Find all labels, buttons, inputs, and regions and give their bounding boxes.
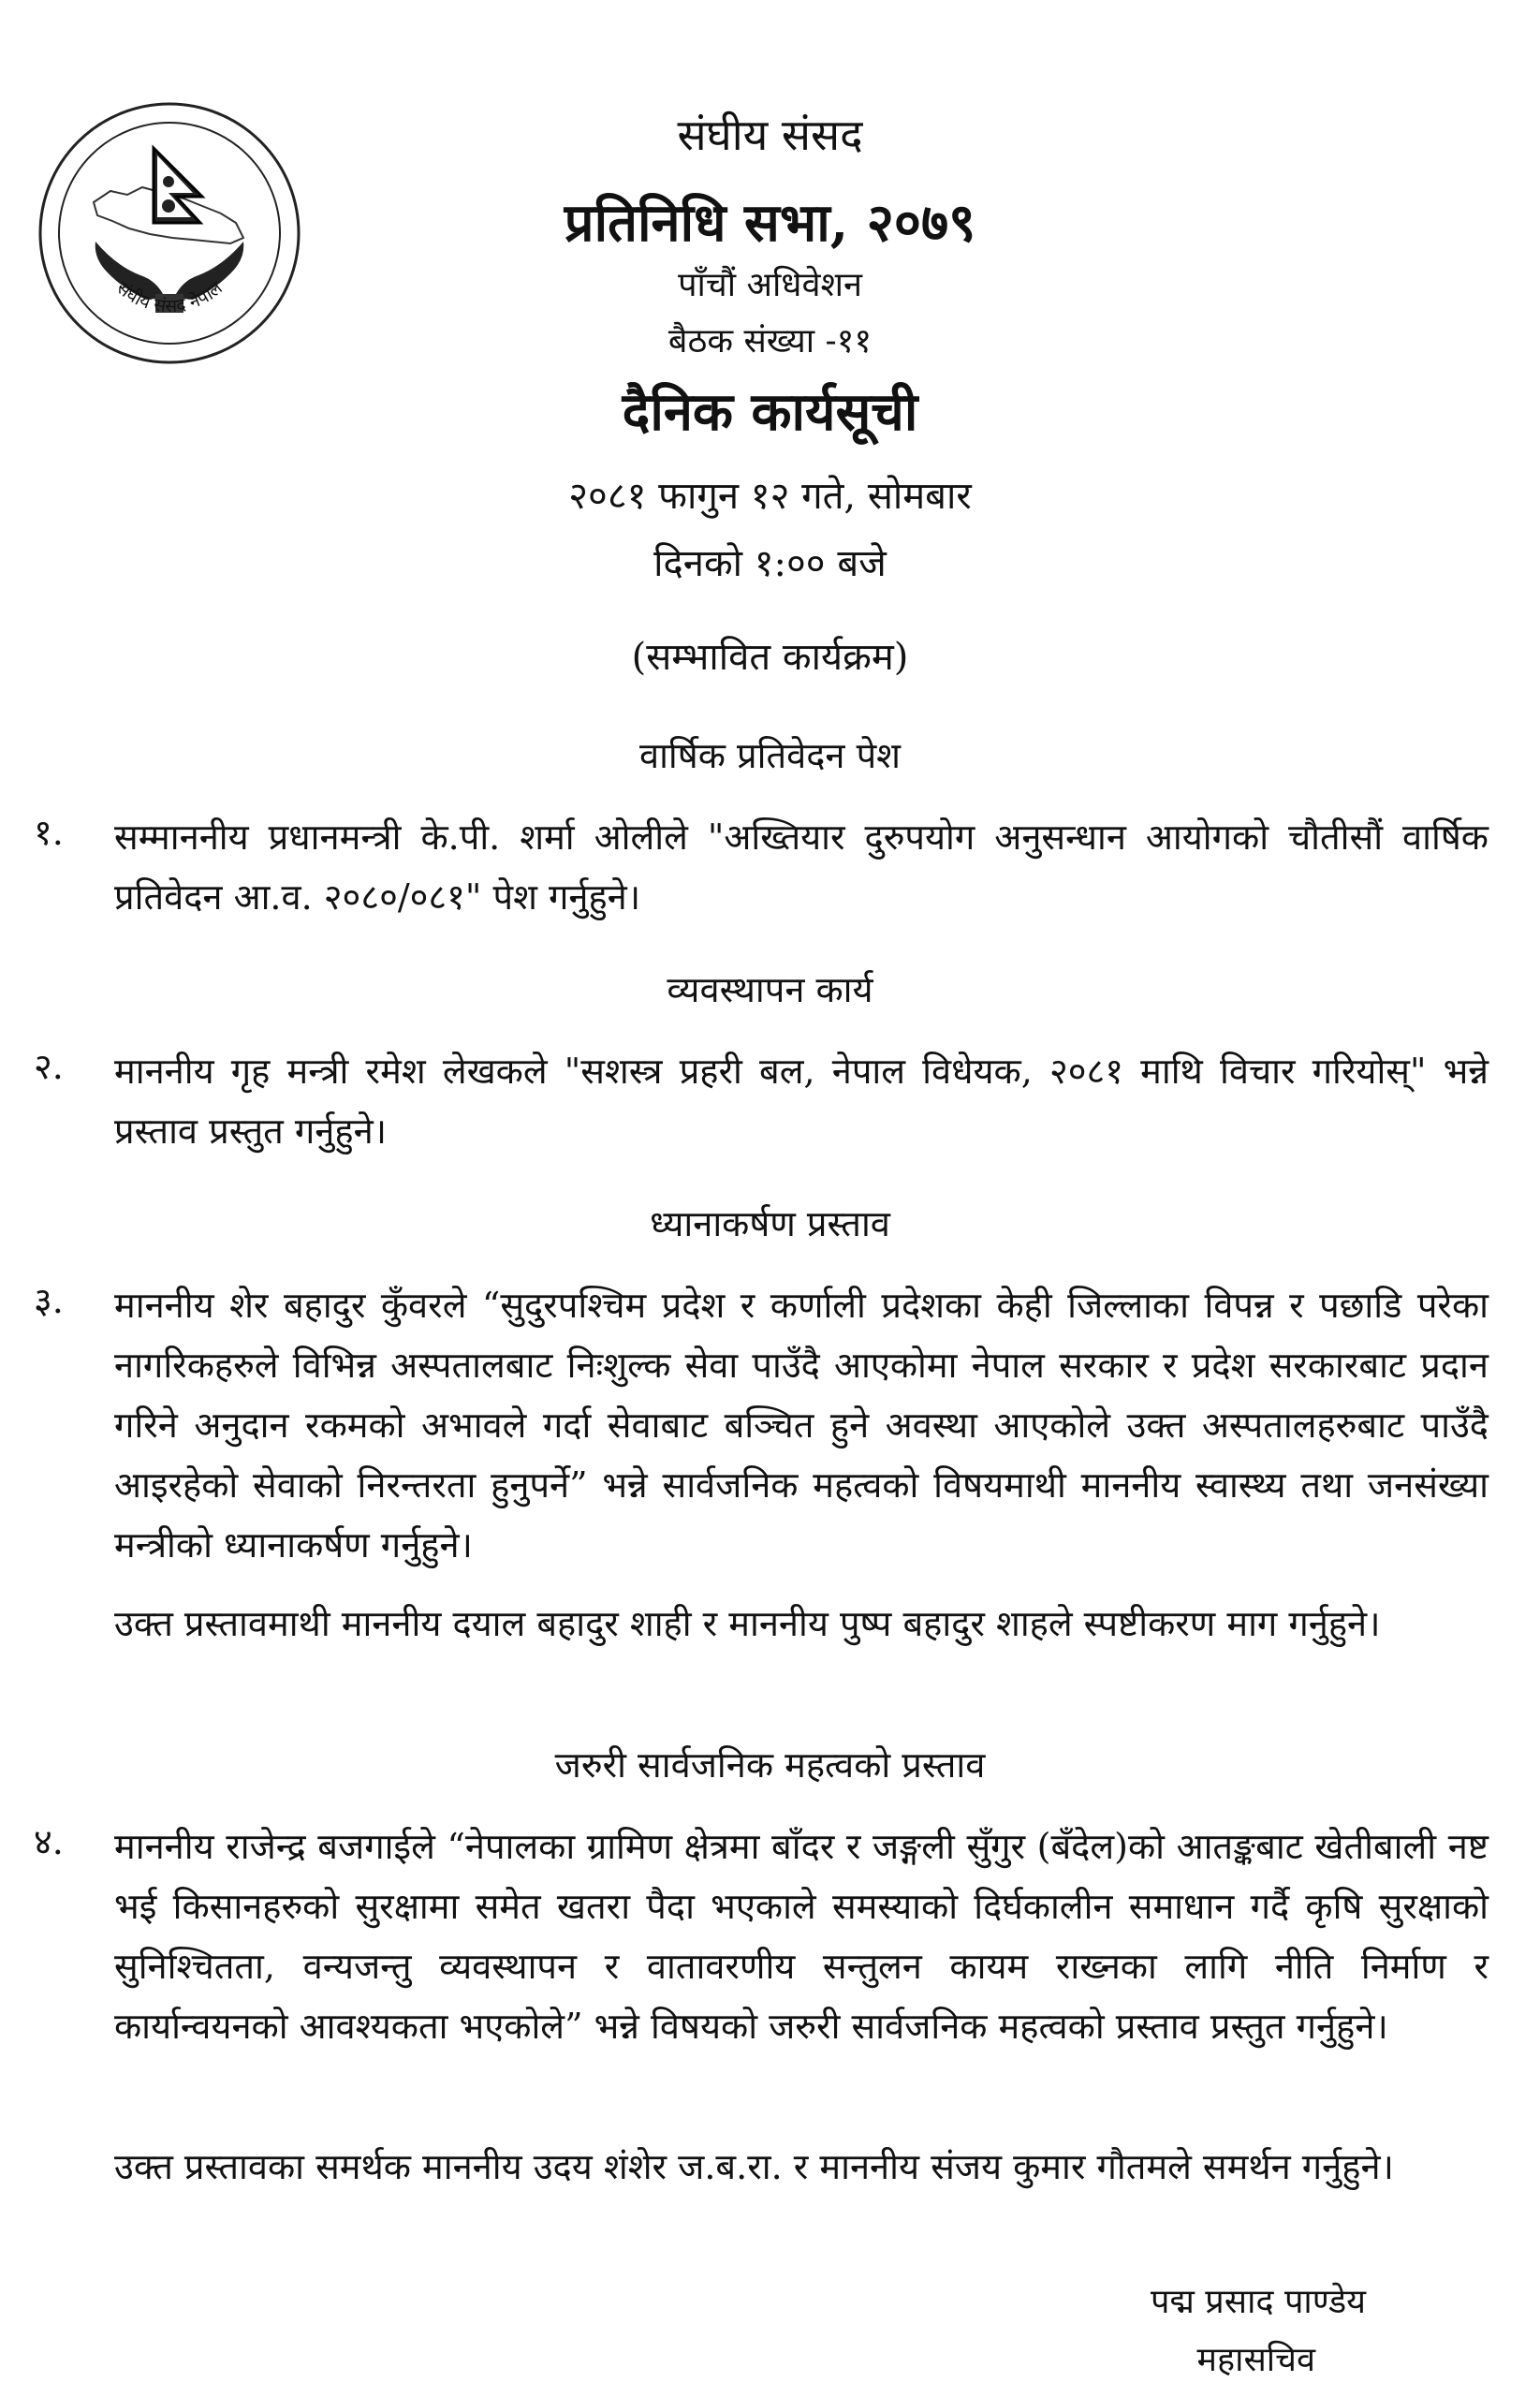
meeting-number: बैठक संख्या -११: [667, 322, 873, 360]
signatory-title: महासचिव: [1196, 2341, 1315, 2379]
agenda-item-number: २.: [34, 1046, 64, 1087]
agenda-item-number: ३.: [34, 1280, 64, 1321]
parliament-name: संघीय संसद: [677, 110, 863, 160]
signatory-name: पद्म प्रसाद पाण्डेय: [1151, 2283, 1366, 2321]
meeting-date: २०८१ फागुन १२ गते, सोमबार: [568, 475, 972, 518]
programme-label: (सम्भावित कार्यक्रम): [631, 636, 909, 679]
house-title: प्रतिनिधि सभा, २०७९: [564, 192, 976, 254]
agenda-item-text: सम्माननीय प्रधानमन्त्री के.पी. शर्मा ओलीले "अख्तियार दुरुपयोग अनुसन्धान आयोगको चौतीसौं वार्षिक प्रतिवेदन आ.व. २०८०/०८१" पेश गर्नुहुने।: [114, 816, 1489, 918]
section-heading-attention-motion: ध्यानाकर्षण प्रस्ताव: [650, 1203, 890, 1244]
agenda-item-text: माननीय शेर बहादुर कुँवरले “सुदुरपश्चिम प्रदेश र कर्णाली प्रदेशका केही जिल्लाका विपन्न र पछाडि परेका नागरिकहरुले विभिन्न अस्पतालबाट निःशुल्क सेवा पाउँदै आएकोमा नेपाल सरकार र प्रदेश सरकारबाट प्रदान गरिने अनुदान रकमको अभावले गर्दा सेवाबाट बञ्चित हुने अवस्था आएकोले उक्त अस्पतालहरुबाट पाउँदै आइरहेको सेवाको निरन्तरता हुनुपर्ने” भन्ने सार्वजनिक महत्वको विषयमाथी माननीय स्वास्थ्य तथा जनसंख्या मन्त्रीको ध्यानाकर्षण गर्नुहुने।: [114, 1285, 1489, 1566]
agenda-item-number: १.: [34, 812, 64, 853]
agenda-item-4-followup: उक्त प्रस्तावका समर्थक माननीय उदय शंशेर ज.ब.रा. र माननीय संजय कुमार गौतमले समर्थन गर्नुहुने।: [114, 2146, 1394, 2187]
meeting-time: दिनको १:०० बजे: [653, 542, 887, 585]
section-heading-annual-report: वार्षिक प्रतिवेदन पेश: [638, 735, 902, 776]
agenda-title: दैनिक कार्यसूची: [622, 381, 918, 443]
agenda-item-number: ४.: [34, 1821, 64, 1862]
agenda-item-text: माननीय राजेन्द्र बजगाईले “नेपालका ग्रामिण क्षेत्रमा बाँदर र जङ्गली सुँगुर (बँदेल)को आतङ्कबाट खेतीबाली नष्ट भई किसानहरुको सुरक्षामा समेत खतरा पैदा भएकाले समस्याको दिर्घकालीन समाधान गर्दै कृषि सुरक्षाको सुनिश्चितता, वन्यजन्तु व्यवस्थापन र वातावरणीय सन्तुलन कायम राख्नका लागि नीति निर्माण र कार्यान्वयनको आवश्यकता भएकोले” भन्ने विषयको जरुरी सार्वजनिक महत्वको प्रस्ताव प्रस्तुत गर्नुहुने।: [114, 1826, 1489, 2047]
section-heading-urgent-motion: जरुरी सार्वजनिक महत्वको प्रस्ताव: [554, 1744, 986, 1786]
section-heading-legislation: व्यवस्थापन कार्य: [667, 969, 873, 1010]
agenda-item-3-followup: उक्त प्रस्तावमाथी माननीय दयाल बहादुर शाही र माननीय पुष्प बहादुर शाहले स्पष्टीकरण माग गर्नुहुने।: [114, 1603, 1381, 1644]
agenda-item-text: माननीय गृह मन्त्री रमेश लेखकले "सशस्त्र प्रहरी बल, नेपाल विधेयक, २०८१ माथि विचार गरियोस्" भन्ने प्रस्ताव प्रस्तुत गर्नुहुने।: [114, 1051, 1489, 1152]
session-label: पाँचौं अधिवेशन: [678, 266, 862, 304]
svg-text:संघीय संसद नेपाल: संघीय संसद नेपाल: [112, 277, 227, 317]
